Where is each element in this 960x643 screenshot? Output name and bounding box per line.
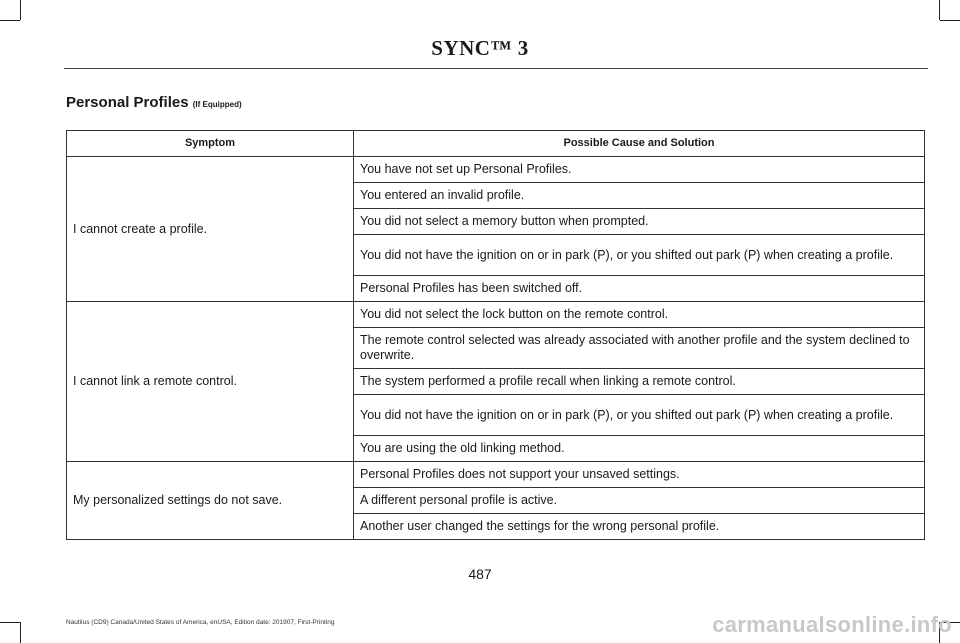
solution-cell: A different personal profile is active. xyxy=(354,488,925,514)
crop-mark-top-left-h xyxy=(0,20,20,21)
section-title xyxy=(66,94,242,111)
section-qualifier: (If Equipped) xyxy=(192,100,242,109)
table-header-row xyxy=(67,131,925,157)
column-header-solution: Possible Cause and Solution xyxy=(354,131,925,157)
solution-cell: You did not select a memory button when prompted. xyxy=(354,209,925,235)
solution-cell: Personal Profiles has been switched off. xyxy=(354,276,925,302)
page-number: 487 xyxy=(468,566,492,582)
header-divider xyxy=(64,68,928,69)
crop-mark-top-right-v xyxy=(939,0,940,20)
page-header-title: SYNC™ 3 xyxy=(431,36,529,60)
column-header-symptom: Symptom xyxy=(67,131,354,157)
section-title-text: Personal Profiles xyxy=(66,94,189,111)
crop-mark-top-left-v xyxy=(20,0,21,20)
solution-cell: You have not set up Personal Profiles. xyxy=(354,157,925,183)
symptom-cell: I cannot create a profile. xyxy=(67,157,354,302)
crop-mark-bottom-left-h xyxy=(0,622,20,623)
solution-cell: You are using the old linking method. xyxy=(354,436,925,462)
table-row xyxy=(67,462,925,488)
watermark-logo: carmanualsonline.info xyxy=(712,612,952,637)
solution-cell: You did not select the lock button on the remote control. xyxy=(354,302,925,328)
solution-cell: You entered an invalid profile. xyxy=(354,183,925,209)
table-row xyxy=(67,302,925,328)
crop-mark-top-right-h xyxy=(940,20,960,21)
solution-cell: Personal Profiles does not support your unsaved settings. xyxy=(354,462,925,488)
solution-cell: The system performed a profile recall when linking a remote control. xyxy=(354,369,925,395)
symptom-cell: I cannot link a remote control. xyxy=(67,302,354,462)
solution-cell: The remote control selected was already associated with another profile and the system declined to overwrite. xyxy=(354,328,925,369)
table-row xyxy=(67,157,925,183)
solution-cell: You did not have the ignition on or in park (P), or you shifted out park (P) when creating a profile. xyxy=(354,235,925,276)
edition-footer: Nautilus (CD9) Canada/United States of America, enUSA, Edition date: 201907, First-Printing xyxy=(66,619,335,626)
symptom-cell: My personalized settings do not save. xyxy=(67,462,354,540)
solution-cell: You did not have the ignition on or in park (P), or you shifted out park (P) when creating a profile. xyxy=(354,395,925,436)
solution-cell: Another user changed the settings for the wrong personal profile. xyxy=(354,514,925,540)
crop-mark-bottom-left-v xyxy=(20,622,21,643)
troubleshooting-table xyxy=(66,130,925,540)
